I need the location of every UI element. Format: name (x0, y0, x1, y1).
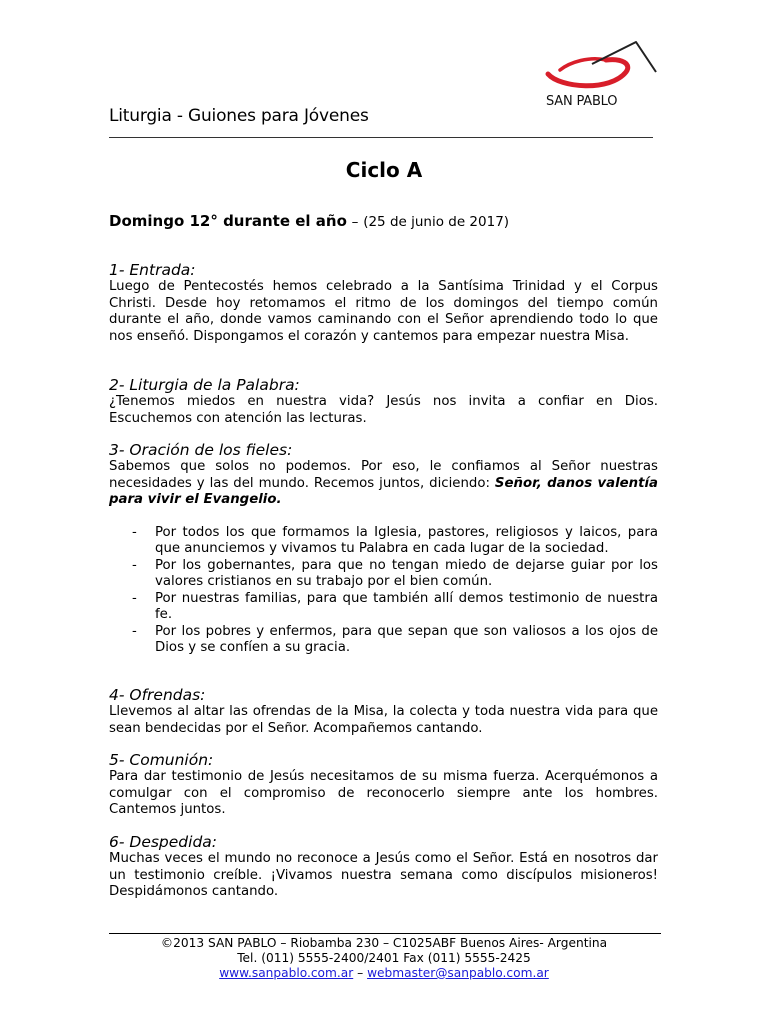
section-text: Llevemos al altar las ofrendas de la Misa, la colecta y toda nuestra vida para que sean bendecidas por el Señor. Acompañemos cantando. (109, 704, 658, 736)
section-text: Luego de Pentecostés hemos celebrado a la Santísima Trinidad y el Corpus Christi. Desde hoy retomamos el ritmo de los domingos del tiempo común durante el año, donde vamos caminando con el Señor aprendiendo todo lo que nos enseñó. Dispongamos el corazón y cantemos para empezar nuestra Misa. (109, 279, 658, 344)
footer-address: ©2013 SAN PABLO – Riobamba 230 – C1025ABF Buenos Aires- Argentina (160, 936, 608, 950)
section-entrada (109, 261, 658, 345)
petition-text: Por todos los que formamos la Iglesia, pastores, religiosos y laicos, para que anunciemos y vivamos tu Palabra en cada lugar de la sociedad. (155, 524, 658, 556)
website-link[interactable]: www.sanpablo.com.ar (219, 966, 354, 980)
section-oracion-fieles (109, 441, 658, 657)
section-text: Para dar testimonio de Jesús necesitamos de su misma fuerza. Acerquémonos a comulgar con el compromiso de reconocerlo siempre ante los hombres. Cantemos juntos. (109, 769, 658, 817)
section-text: ¿Tenemos miedos en nuestra vida? Jesús nos invita a confiar en Dios. Escuchemos con atención las lecturas. (109, 394, 658, 426)
section-heading: 6- Despedida: (109, 833, 218, 851)
section-ofrendas (109, 686, 658, 737)
cycle-title: Ciclo A (345, 158, 423, 182)
section-text: Muchas veces el mundo no reconoce a Jesús como el Señor. Está en nosotros dar un testimonio creíble. ¡Vivamos nuestra semana como discípulos misioneros! Despidámonos cantando. (109, 851, 658, 899)
sunday-line (109, 212, 509, 230)
petitions-list (109, 525, 658, 657)
logo-text: SAN PABLO (546, 94, 618, 109)
sunday-title: Domingo 12° durante el año (109, 212, 347, 230)
footer-divider (109, 933, 661, 934)
section-heading: 4- Ofrendas: (109, 686, 206, 704)
footer-phone: Tel. (011) 5555-2400/2401 Fax (011) 5555-2425 (237, 951, 531, 965)
footer-links (0, 966, 768, 982)
list-item: - Por los pobres y enfermos, para que sepan que son valiosos a los ojos de Dios y se confíen a su gracia. (132, 623, 658, 655)
footer-separator: – (357, 966, 364, 980)
sunday-separator: – (351, 214, 359, 230)
petition-text: Por nuestras familias, para que también allí demos testimonio de nuestra fe. (155, 590, 658, 622)
list-item: - Por los gobernantes, para que no tengan miedo de dejarse guiar por los valores cristianos en su trabajo por el bien común. (132, 557, 658, 589)
section-heading: 1- Entrada: (109, 261, 196, 279)
san-pablo-logo (540, 38, 662, 110)
section-despedida (109, 833, 658, 901)
list-item: - Por nuestras familias, para que también allí demos testimonio de nuestra fe. (132, 590, 658, 622)
san-pablo-emblem-icon (540, 38, 662, 98)
petition-text: Por los pobres y enfermos, para que sepan que son valiosos a los ojos de Dios y se confíen a su gracia. (155, 623, 658, 655)
section-response: Señor, danos valentía para vivir el Evangelio. (109, 475, 659, 507)
header-title: Liturgia - Guiones para Jóvenes (109, 106, 369, 126)
sunday-date: (25 de junio de 2017) (363, 214, 510, 230)
email-link[interactable]: webmaster@sanpablo.com.ar (367, 966, 549, 980)
section-comunion (109, 751, 658, 819)
section-heading: 2- Liturgia de la Palabra: (109, 376, 300, 394)
section-heading: 5- Comunión: (109, 751, 214, 769)
list-item: - Por todos los que formamos la Iglesia, pastores, religiosos y laicos, para que anunciemos y vivamos tu Palabra en cada lugar de la sociedad. (132, 524, 658, 556)
petition-text: Por los gobernantes, para que no tengan miedo de dejarse guiar por los valores cristianos en su trabajo por el bien común. (155, 557, 658, 589)
section-text (109, 459, 658, 509)
section-intro: Sabemos que solos no podemos. Por eso, le confiamos al Señor nuestras necesidades y las del mundo. Recemos juntos, diciendo: (109, 459, 658, 491)
section-heading: 3- Oración de los fieles: (109, 441, 293, 459)
header-divider (109, 137, 653, 138)
section-liturgia-palabra (109, 376, 658, 427)
